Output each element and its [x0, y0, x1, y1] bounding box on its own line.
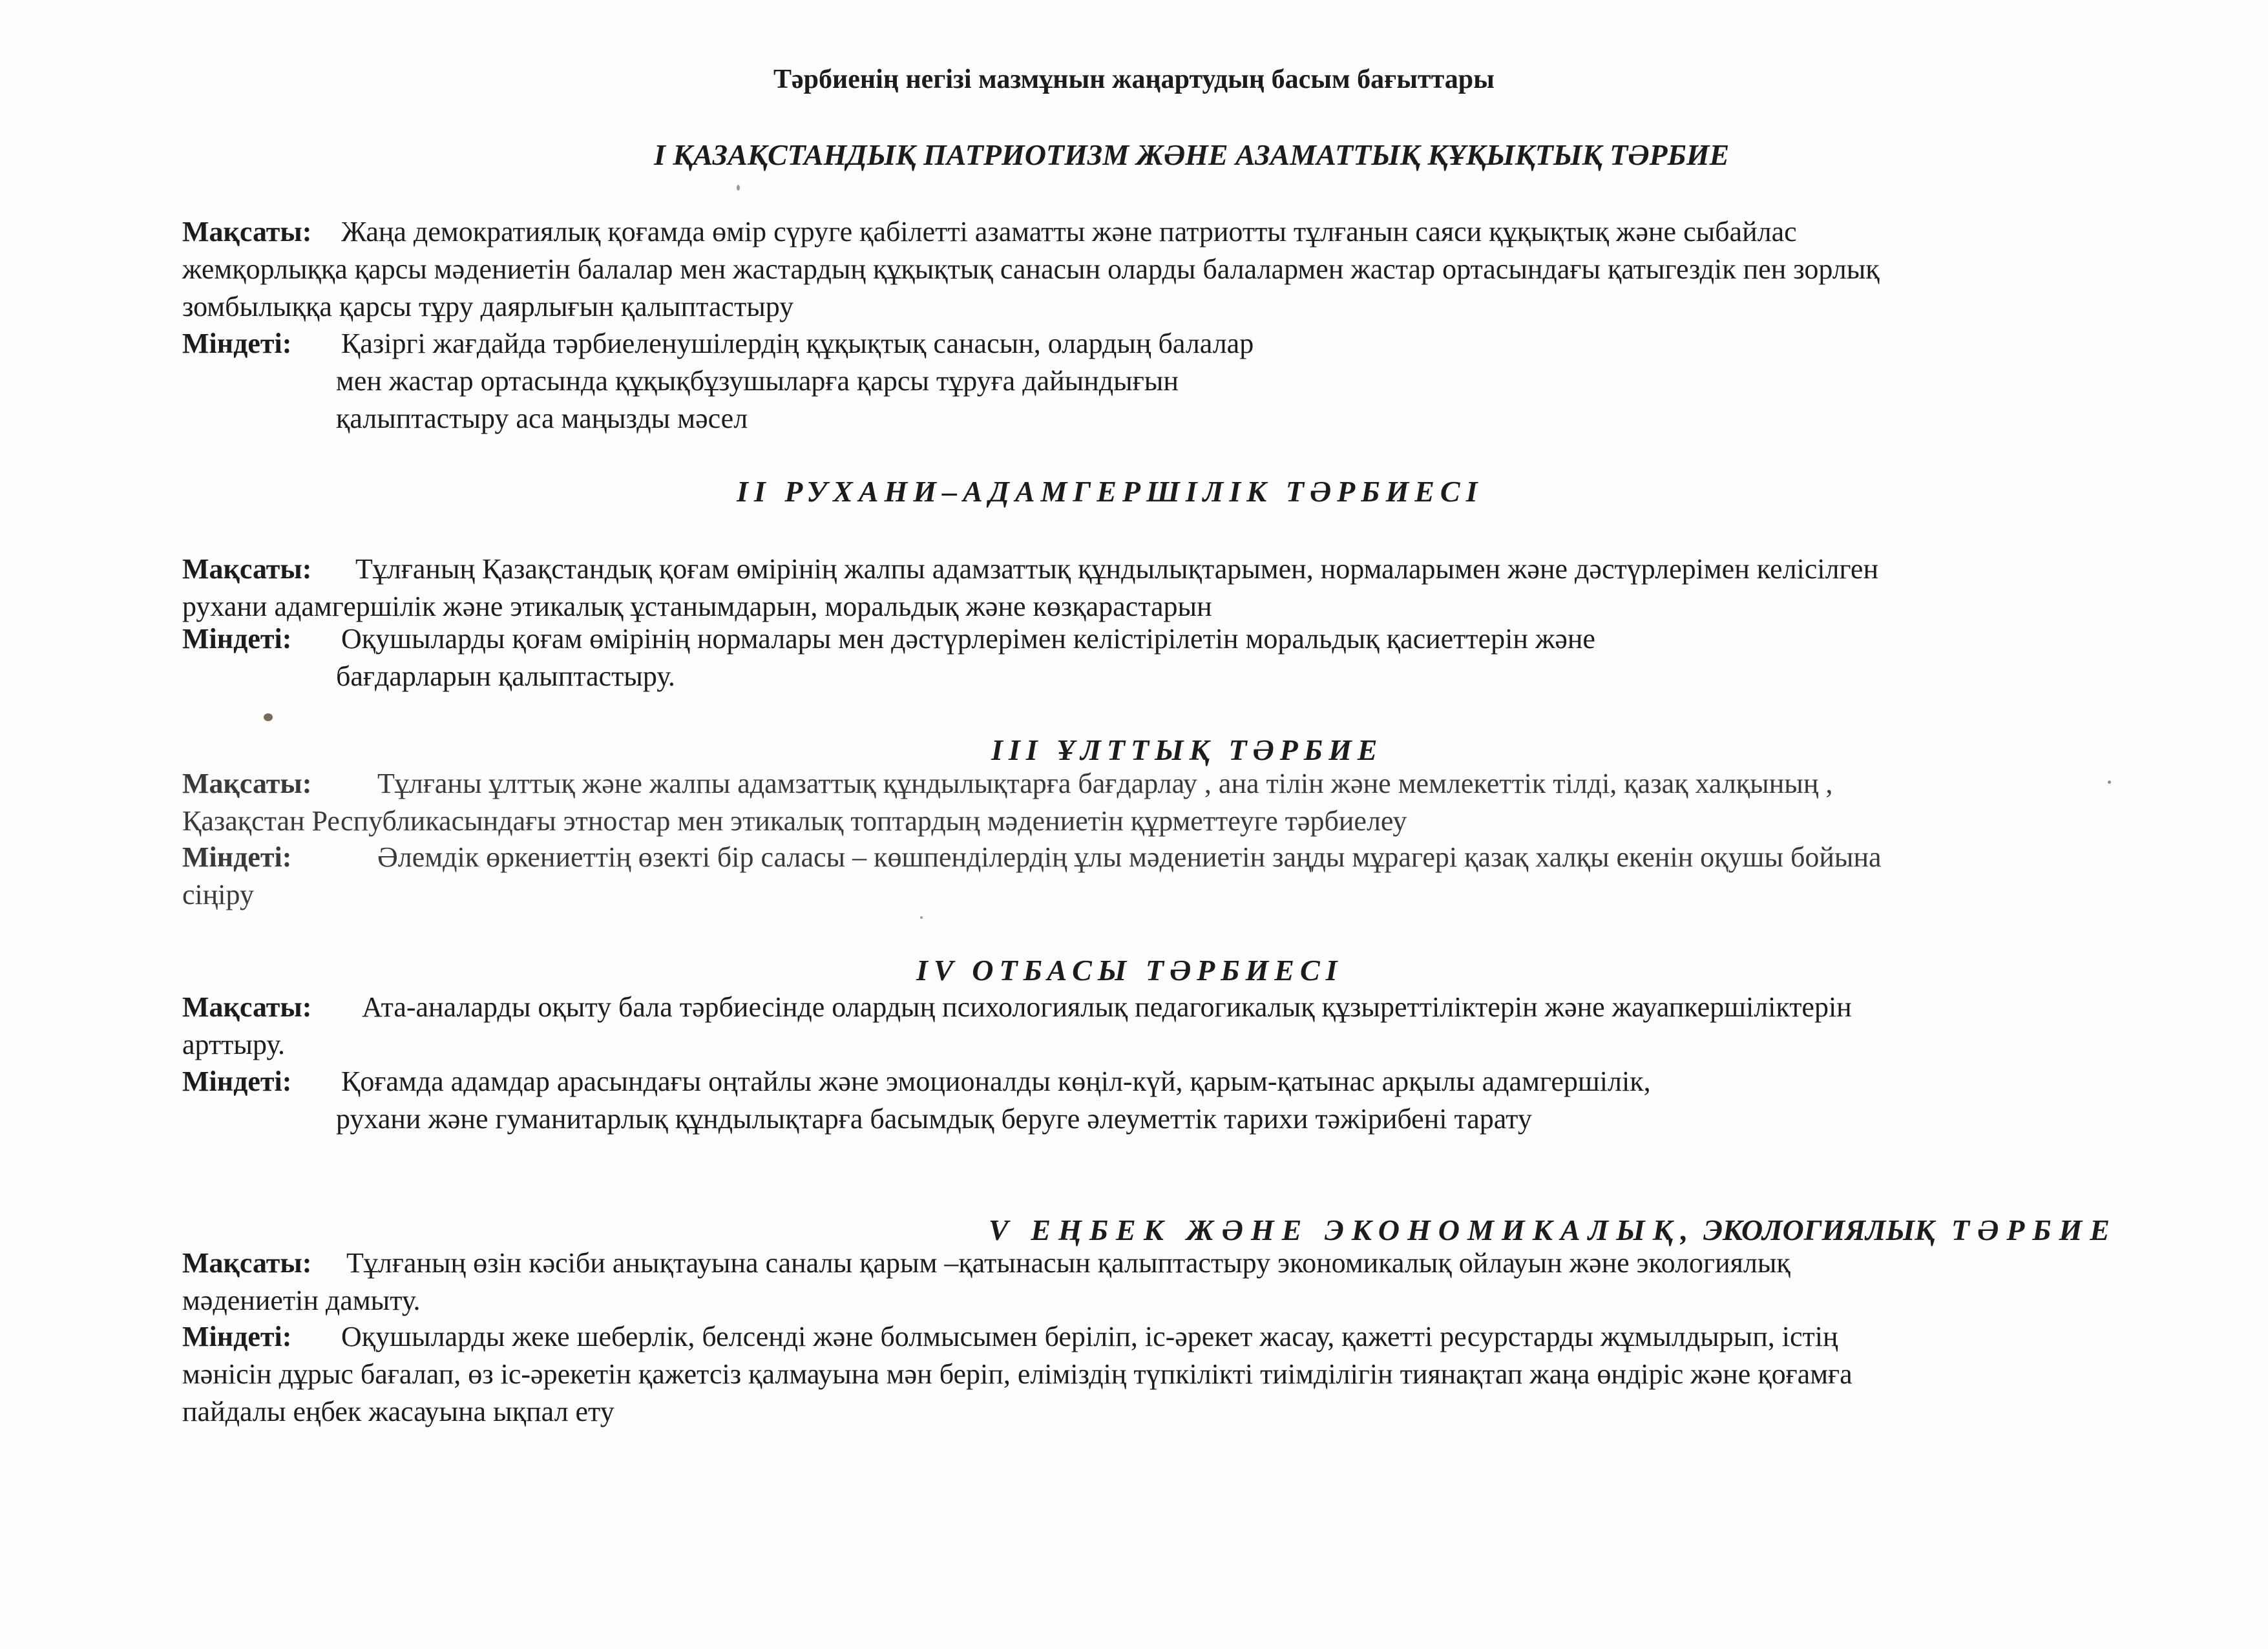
task-text: Оқушыларды жеке шеберлік, белсенді және болмысымен беріліп, іс-әрекет жасау, қажетті ресурстарды жұмылдырып, істің — [341, 1321, 1838, 1352]
section-2-task-line — [182, 620, 1595, 658]
section-5-task-line — [182, 1318, 1853, 1356]
section-5-goal-line: мәдениетін дамыту. — [182, 1285, 421, 1316]
goal-text: Тұлғаны ұлттық және жалпы адамзаттық құндылықтарға бағдарлау , ана тілін және мемлекеттік тілді, қазақ халқының , — [377, 768, 1833, 799]
goal-label: Мақсаты: — [182, 216, 312, 247]
section-3-task-line: сіңіру — [182, 879, 254, 910]
section-5-task-line: пайдалы еңбек жасауына ықпал ету — [182, 1396, 614, 1427]
section-4-task — [182, 1063, 1651, 1138]
section-5-heading-part: ЭКОЛОГИЯЛЫҚ — [1703, 1213, 1935, 1246]
section-4-goal-line: арттыру. — [182, 1029, 285, 1060]
section-3-goal-line: Қазақстан Республикасындағы этностар мен этикалық топтардың мәдениетін құрметтеуге тәрбиелеу — [182, 805, 1407, 837]
section-1-goal-line: зомбылыққа қарсы тұру даярлығын қалыптастыру — [182, 291, 794, 322]
task-text: Әлемдік өркениеттің өзекті бір саласы – көшпенділердің ұлы мәдениетін заңды мұрагері қазақ халқы екенін оқушы бойына — [377, 841, 1882, 873]
section-1-task-line — [182, 325, 1254, 362]
task-label: Міндеті: — [182, 841, 292, 873]
section-5-heading-part: V ЕҢБЕК ЖӘНЕ ЭКОНОМИКАЛЫҚ, — [989, 1213, 1696, 1246]
section-1-task-line: қалыптастыру аса маңызды мәсел — [336, 403, 748, 434]
section-1-goal-line: жемқорлыққа қарсы мәдениетін балалар мен жастардың құқықтық санасын оларды балалармен жастар ортасындағы қатыгездік пен зорлық — [182, 253, 1880, 285]
task-label: Міндеті: — [182, 1321, 292, 1352]
section-3-goal — [182, 765, 1832, 840]
section-5-task — [182, 1318, 1853, 1431]
section-4-task-line: рухани және гуманитарлық құндылықтарға басымдық беруге әлеуметтік тарихи тәжірибені тарату — [336, 1103, 1532, 1135]
section-2-goal-line — [182, 551, 1878, 588]
section-3-goal-line — [182, 765, 1832, 803]
section-4-goal-line — [182, 989, 1852, 1026]
goal-text: Жаңа демократиялық қоғамда өмір сүруге қабілетті азаматты және патриотты тұлғанын саяси құқықтық және сыбайлас — [341, 216, 1797, 247]
goal-text: Тұлғаның Қазақстандық қоғам өмірінің жалпы адамзаттық құндылықтарымен, нормаларымен және дәстүрлерімен келісілген — [355, 553, 1879, 585]
section-1-task — [182, 325, 1254, 437]
section-3-task — [182, 839, 1882, 914]
section-1-goal — [182, 213, 1880, 326]
task-text: Оқушыларды қоғам өмірінің нормалары мен дәстүрлерімен келістірілетін моральдық қасиеттерін және — [341, 623, 1595, 655]
goal-label: Мақсаты: — [182, 1247, 312, 1279]
section-5-goal — [182, 1245, 1790, 1319]
document-title: Тәрбиенің негізі мазмұнын жаңартудың басым бағыттары — [773, 65, 1495, 94]
section-5-task-line: мәнісін дұрыс бағалап, өз іс-әрекетін қажетсіз қалмауына мән беріп, еліміздің түпкілікті тиімділігін тиянақтап жаңа өндіріс және қоғамға — [182, 1358, 1853, 1390]
section-3-task-line — [182, 839, 1882, 876]
section-5-heading-part: ТӘРБИЕ — [1951, 1213, 2117, 1246]
section-5-heading — [989, 1212, 2117, 1248]
goal-label: Мақсаты: — [182, 991, 312, 1023]
task-label: Міндеті: — [182, 1066, 292, 1097]
task-label: Міндеті: — [182, 328, 292, 359]
section-4-heading: IV ОТБАСЫ ТӘРБИЕСІ — [916, 954, 1343, 987]
goal-text: Ата-аналарды оқыту бала тәрбиесінде олардың психологиялық педагогикалық құзыреттіліктерін және жауапкершіліктерін — [362, 991, 1852, 1023]
scan-speck — [2108, 781, 2111, 784]
section-1-goal-line — [182, 213, 1880, 251]
scan-speck — [264, 713, 273, 721]
goal-label: Мақсаты: — [182, 768, 312, 799]
section-1-heading: I ҚАЗАҚСТАНДЫҚ ПАТРИОТИЗМ ЖӘНЕ АЗАМАТТЫҚ ҚҰҚЫҚТЫҚ ТӘРБИЕ — [654, 138, 1730, 171]
scan-speck — [920, 916, 923, 919]
section-4-task-line — [182, 1063, 1651, 1100]
section-2-task — [182, 620, 1595, 695]
task-text: Қазіргі жағдайда тәрбиеленушілердің құқықтық санасын, олардың балалар — [341, 328, 1254, 359]
section-2-goal-line: рухани адамгершілік және этикалық ұстанымдарын, моральдық және көзқарастарын — [182, 591, 1212, 622]
section-2-heading: II РУХАНИ–АДАМГЕРШІЛІК ТӘРБИЕСІ — [737, 475, 1484, 508]
section-2-task-line: бағдарларын қалыптастыру. — [336, 660, 675, 692]
section-1-task-line: мен жастар ортасында құқықбұзушыларға қарсы тұруға дайындығын — [336, 365, 1179, 397]
section-2-goal — [182, 551, 1878, 625]
task-label: Міндеті: — [182, 623, 292, 655]
section-3-heading: III ҰЛТТЫҚ ТӘРБИЕ — [991, 733, 1383, 766]
section-4-goal — [182, 989, 1852, 1064]
task-text: Қоғамда адамдар арасындағы оңтайлы және эмоционалды көңіл-күй, қарым-қатынас арқылы адамгершілік, — [341, 1066, 1651, 1097]
goal-text: Тұлғаның өзін кәсіби анықтауына саналы қарым –қатынасын қалыптастыру экономикалық ойлауын және экологиялық — [346, 1247, 1790, 1279]
section-5-goal-line — [182, 1245, 1790, 1282]
goal-label: Мақсаты: — [182, 553, 312, 585]
scan-speck — [737, 185, 740, 191]
